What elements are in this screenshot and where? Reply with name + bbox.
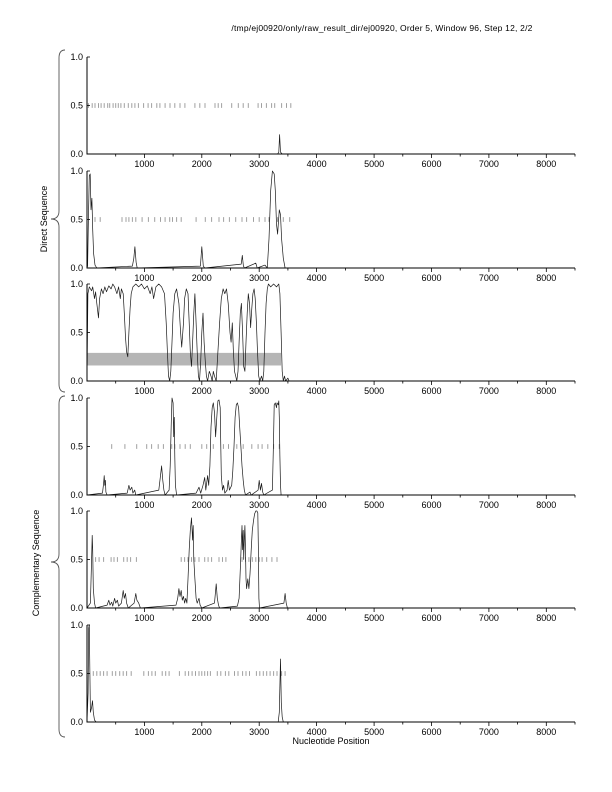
x-tick-label: 1000 — [134, 500, 155, 510]
plot-title: /tmp/ej00920/only/raw_result_dir/ej00920, Order 5, Window 96, Step 12, 2/2 — [231, 23, 533, 33]
axis-lines — [87, 511, 575, 608]
y-tick-label: 0.5 — [70, 214, 83, 225]
x-tick-label: 7000 — [478, 386, 499, 396]
x-tick-label: 1000 — [134, 386, 155, 396]
y-tick-label: 1.0 — [70, 279, 83, 289]
x-tick-label: 7000 — [478, 273, 499, 283]
complementary-sequence-brace — [51, 396, 65, 737]
y-tick-label: 0.0 — [70, 490, 83, 500]
x-tick-label: 6000 — [421, 159, 442, 169]
x-tick-label: 7000 — [478, 613, 499, 623]
x-tick-label: 3000 — [249, 159, 270, 169]
x-tick-label: 1000 — [134, 613, 155, 623]
panel-complementary-3 — [70, 620, 575, 737]
x-tick-label: 7000 — [478, 727, 499, 737]
x-tick-label: 3000 — [249, 386, 270, 396]
x-tick-label: 4000 — [306, 273, 327, 283]
y-tick-label: 1.0 — [70, 620, 83, 630]
orf-marks — [93, 671, 285, 676]
x-tick-label: 4000 — [306, 727, 327, 737]
orf-marks — [95, 217, 290, 222]
panel-direct-2 — [70, 166, 575, 283]
x-tick-label: 8000 — [536, 159, 557, 169]
x-tick-label: 2000 — [191, 273, 212, 283]
x-tick-label: 6000 — [421, 613, 442, 623]
x-tick-label: 6000 — [421, 273, 442, 283]
x-tick-label: 5000 — [364, 500, 385, 510]
axis-lines — [87, 284, 575, 381]
orf-marks — [112, 444, 280, 449]
x-tick-label: 2000 — [191, 159, 212, 169]
x-tick-label: 8000 — [536, 386, 557, 396]
direct-sequence-label: Direct Sequence — [39, 185, 49, 253]
x-tick-label: 7000 — [478, 159, 499, 169]
y-tick-label: 1.0 — [70, 52, 83, 62]
shaded-band — [87, 353, 281, 366]
orf-marks — [96, 557, 277, 562]
x-tick-label: 2000 — [191, 613, 212, 623]
y-tick-label: 1.0 — [70, 166, 83, 176]
x-tick-label: 2000 — [191, 727, 212, 737]
x-tick-label: 2000 — [191, 500, 212, 510]
panel-complementary-1 — [70, 393, 575, 510]
complementary-sequence-label: Complementary Sequence — [31, 509, 41, 617]
x-tick-label: 6000 — [421, 386, 442, 396]
x-tick-label: 5000 — [364, 273, 385, 283]
x-tick-label: 1000 — [134, 727, 155, 737]
y-tick-label: 0.0 — [70, 263, 83, 273]
y-tick-label: 0.0 — [70, 149, 83, 159]
x-tick-label: 3000 — [249, 727, 270, 737]
x-tick-label: 4000 — [306, 159, 327, 169]
x-tick-label: 8000 — [536, 273, 557, 283]
y-tick-label: 0.5 — [70, 668, 83, 679]
x-tick-label: 1000 — [134, 159, 155, 169]
orf-marks — [88, 103, 290, 108]
y-tick-label: 0.5 — [70, 327, 83, 338]
x-tick-label: 8000 — [536, 727, 557, 737]
y-tick-label: 0.5 — [70, 441, 83, 452]
x-tick-label: 6000 — [421, 500, 442, 510]
x-tick-label: 4000 — [306, 386, 327, 396]
x-tick-label: 5000 — [364, 386, 385, 396]
x-tick-label: 4000 — [306, 613, 327, 623]
x-tick-label: 6000 — [421, 727, 442, 737]
panel-direct-1 — [70, 52, 575, 169]
x-tick-label: 5000 — [364, 613, 385, 623]
x-tick-label: 8000 — [536, 613, 557, 623]
x-tick-label: 5000 — [364, 159, 385, 169]
y-tick-label: 1.0 — [70, 393, 83, 403]
x-tick-label: 5000 — [364, 727, 385, 737]
x-tick-label: 3000 — [249, 273, 270, 283]
x-tick-label: 8000 — [536, 500, 557, 510]
y-tick-label: 1.0 — [70, 506, 83, 516]
panel-direct-3 — [70, 279, 575, 396]
axis-lines — [87, 625, 575, 722]
x-tick-label: 4000 — [306, 500, 327, 510]
probability-curve — [87, 284, 289, 381]
x-axis-title: Nucleotide Position — [292, 736, 370, 746]
y-tick-label: 0.5 — [70, 554, 83, 565]
x-tick-label: 1000 — [134, 273, 155, 283]
y-tick-label: 0.0 — [70, 717, 83, 727]
panel-complementary-2 — [70, 506, 575, 623]
probability-curve — [87, 398, 285, 495]
x-tick-label: 3000 — [249, 500, 270, 510]
x-tick-label: 2000 — [191, 386, 212, 396]
x-tick-label: 7000 — [478, 500, 499, 510]
y-tick-label: 0.0 — [70, 603, 83, 613]
y-tick-label: 0.5 — [70, 100, 83, 111]
probability-curve — [87, 135, 290, 154]
y-tick-label: 0.0 — [70, 376, 83, 386]
x-tick-label: 3000 — [249, 613, 270, 623]
direct-sequence-brace — [51, 50, 65, 392]
